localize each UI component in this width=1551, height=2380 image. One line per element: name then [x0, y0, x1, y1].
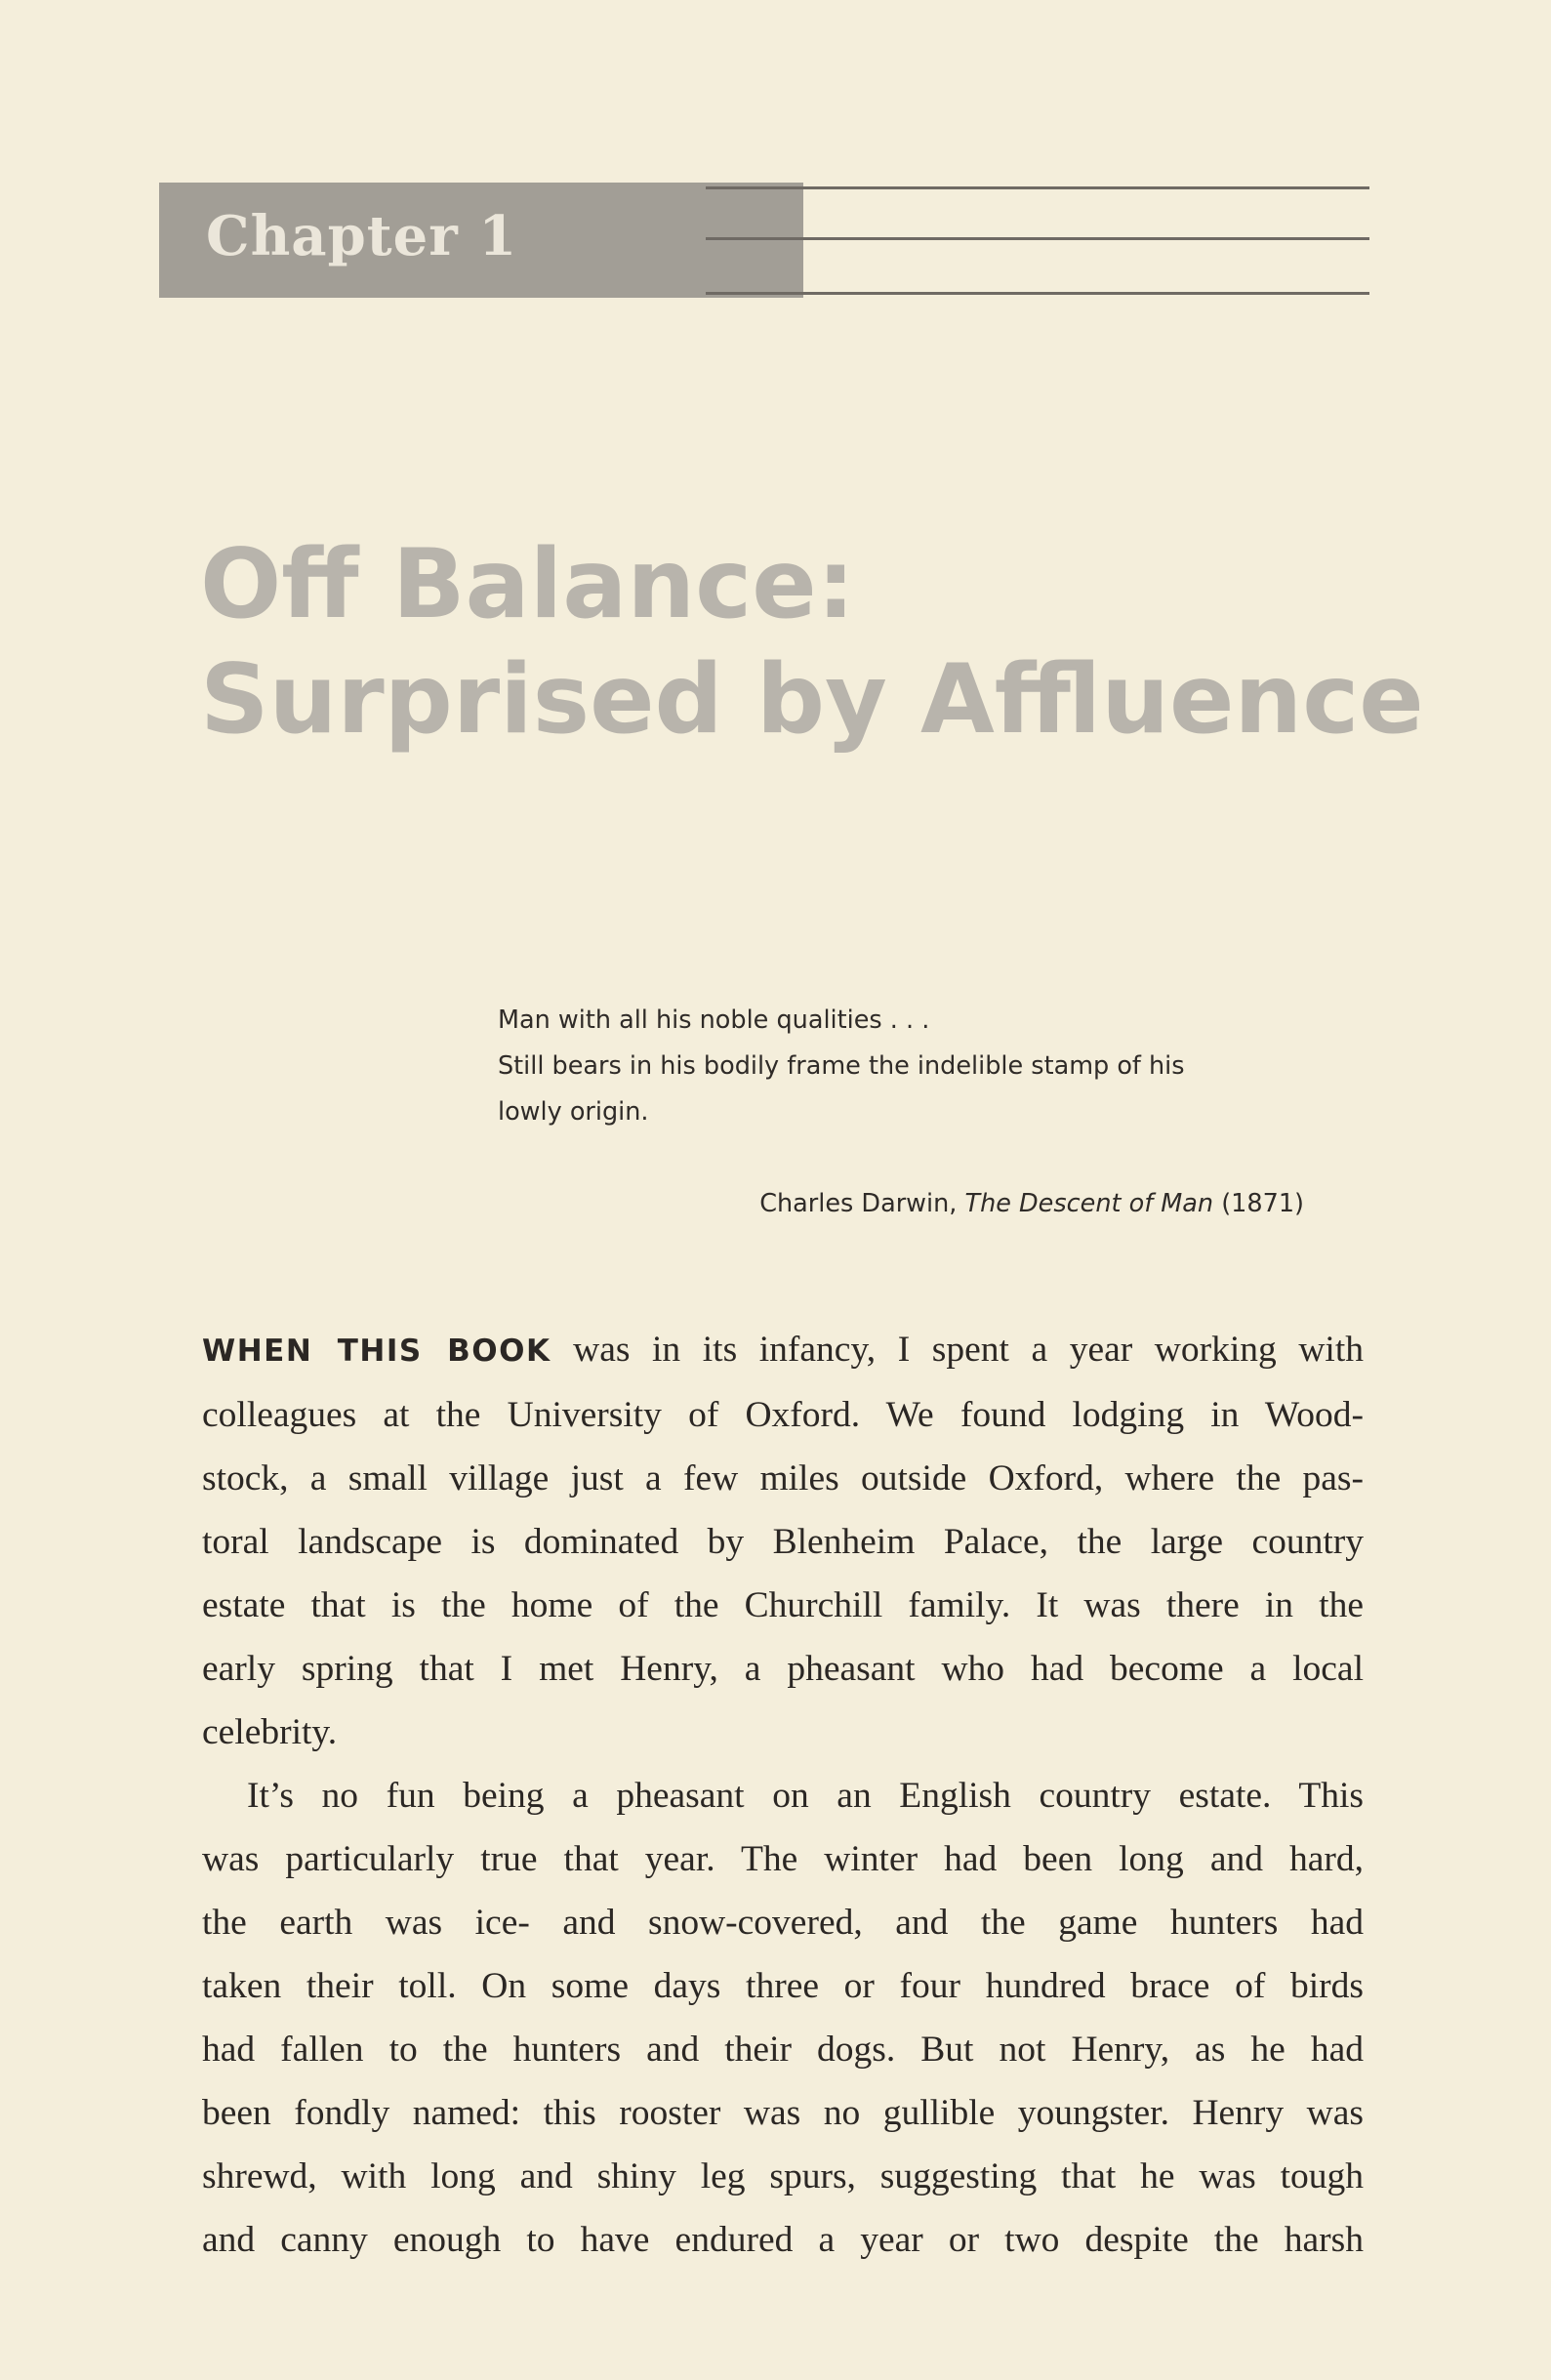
chapter-rule-top: [706, 186, 1369, 189]
chapter-title-line-1: Off Balance:: [200, 529, 855, 640]
chapter-header: [159, 183, 1369, 298]
body-line: and canny enough to have endured a year or two despite the harsh: [202, 2220, 1364, 2260]
body-line: toral landscape is dominated by Blenheim Palace, the large country: [202, 1522, 1364, 1562]
body-line: WHEN THIS BOOK was in its infancy, I spent a year working with: [202, 1330, 1365, 1370]
chapter-title: [200, 527, 1424, 758]
body-line: early spring that I met Henry, a pheasant who had become a local: [202, 1649, 1364, 1689]
chapter-title-line-2: Surprised by Affluence: [200, 644, 1424, 756]
body-line: shrewd, with long and shiny leg spurs, suggesting that he was tough: [202, 2156, 1364, 2196]
body-line: had fallen to the hunters and their dogs. But not Henry, as he had: [202, 2030, 1364, 2070]
chapter-rule-bottom: [706, 292, 1369, 295]
epigraph: [498, 998, 1367, 1135]
attribution-year: (1871): [1221, 1189, 1304, 1218]
body-text: [202, 1318, 1364, 2272]
epigraph-line: Still bears in his bodily frame the indelible stamp of his: [498, 1051, 1185, 1081]
body-line: colleagues at the University of Oxford. We found lodging in Wood-: [202, 1395, 1364, 1435]
chapter-rule-middle: [706, 237, 1369, 240]
chapter-label-box: [159, 183, 803, 298]
attribution-author: Charles Darwin,: [759, 1189, 958, 1218]
body-line: It’s no fun being a pheasant on an English country estate. This: [247, 1776, 1364, 1816]
body-line: estate that is the home of the Churchill family. It was there in the: [202, 1585, 1364, 1625]
body-line: taken their toll. On some days three or four hundred brace of birds: [202, 1966, 1364, 2006]
body-line: celebrity.: [202, 1712, 338, 1752]
epigraph-line: lowly origin.: [498, 1097, 649, 1127]
epigraph-attribution: [759, 1189, 1304, 1218]
lead-in: WHEN THIS BOOK: [202, 1334, 551, 1369]
body-line: been fondly named: this rooster was no gullible youngster. Henry was: [202, 2093, 1364, 2133]
chapter-label: Chapter 1: [206, 204, 518, 268]
body-line: the earth was ice- and snow-covered, and the game hunters had: [202, 1903, 1364, 1943]
body-line: stock, a small village just a few miles outside Oxford, where the pas-: [202, 1458, 1364, 1498]
attribution-work: The Descent of Man: [964, 1189, 1214, 1218]
epigraph-line: Man with all his noble qualities . . .: [498, 1005, 930, 1035]
body-line: was particularly true that year. The winter had been long and hard,: [202, 1839, 1364, 1879]
